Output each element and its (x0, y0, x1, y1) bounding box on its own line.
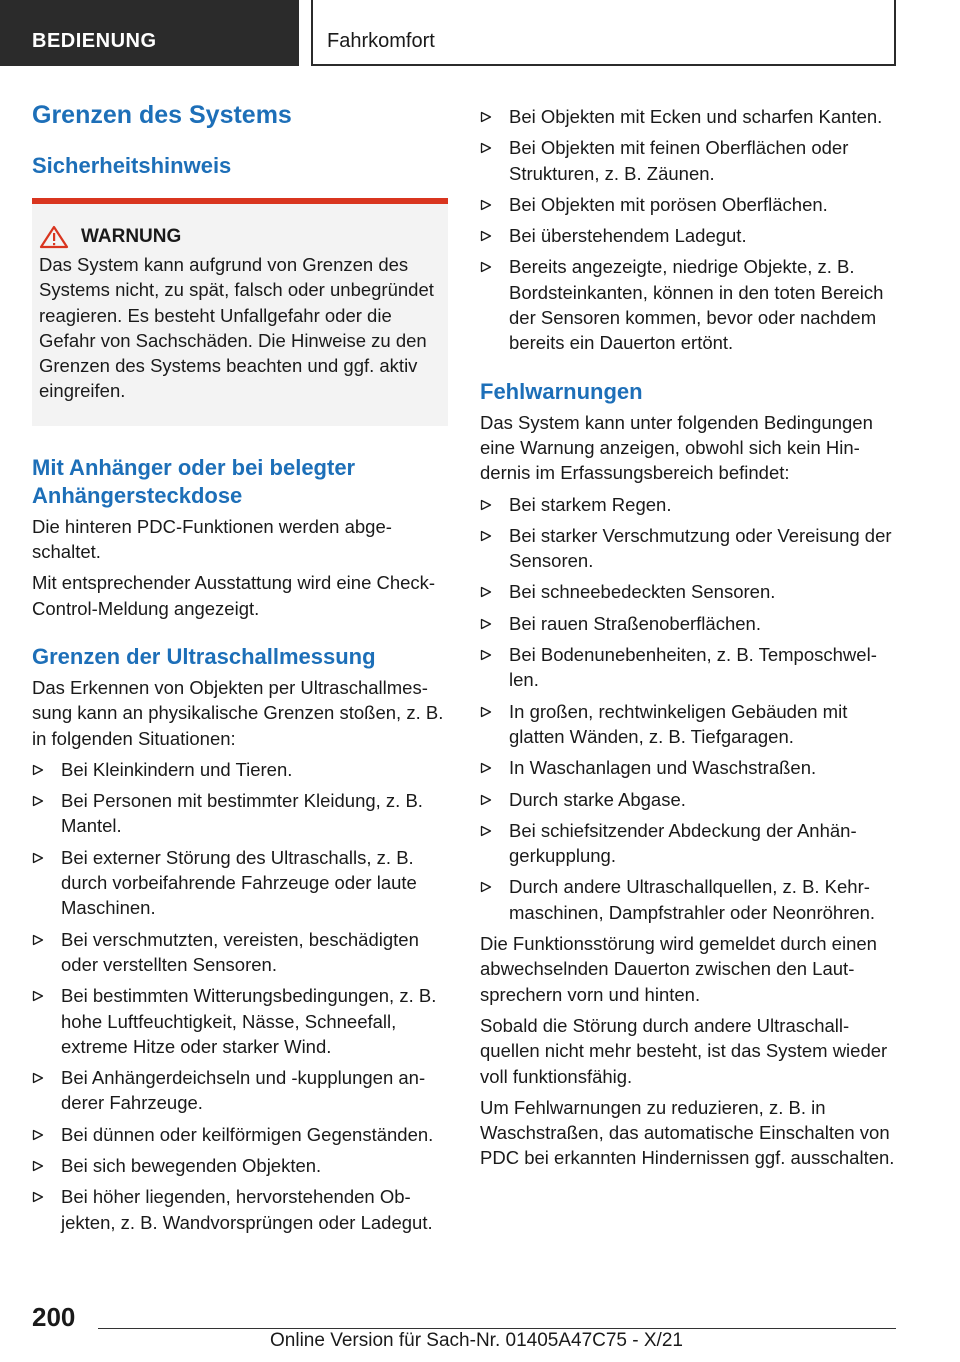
ultrasonic-intro: Das Erkennen von Objekten per Ultraschallmessung kann an physikalische Grenzen stoßen, z. B. in folgenden Situationen: (32, 676, 444, 749)
list-item-text: Bei schiefsitzender Abdeckung der Anhängerkupplung. (509, 819, 857, 867)
list-item-text: Durch starke Abgase. (509, 788, 686, 810)
warning-text: Das System kann aufgrund von Grenzen des Systems nicht, zu spät, falsch oder unbegründet reagieren. Es besteht Unfallgefahr oder die Gefahr von Sachschäden. Die Hinweise zu den Grenzen des Systems beachten und ggf. aktiv eingreifen. (39, 254, 434, 402)
false-warnings-heading: Fehlwarnungen (480, 378, 643, 404)
triangle-bullet-icon (480, 755, 509, 780)
triangle-bullet-icon (480, 874, 509, 925)
right-column (480, 104, 900, 1171)
list-item (480, 611, 900, 636)
ultrasonic-heading: Grenzen der Ultraschallmessung (32, 643, 376, 669)
list-item-text: Bei schneebedeckten Sensoren. (509, 581, 776, 603)
list-item-text: Bei Objekten mit Ecken und scharfen Kanten. (509, 106, 883, 127)
ultrasonic-list (32, 757, 448, 1235)
list-item (32, 788, 448, 839)
list-item-text: Bei sich bewegenden Objekten. (61, 1155, 322, 1177)
page-title: Grenzen des Systems (32, 101, 292, 129)
list-item (480, 755, 900, 780)
safety-heading: Sicherheitshinweis (32, 153, 232, 178)
list-item-text: Bei Anhängerdeichseln und -kupplungen anderer Fahrzeuge. (61, 1067, 426, 1114)
list-item-text: Bei dünnen oder keilförmigen Gegenständen. (61, 1123, 434, 1145)
triangle-bullet-icon (480, 611, 509, 636)
triangle-bullet-icon (480, 787, 509, 812)
page-number: 200 (32, 1302, 76, 1332)
trailer-paragraph-1: Die hinteren PDC-Funktionen werden abgeschaltet. (32, 515, 392, 563)
list-item-text: Durch andere Ultraschallquellen, z. B. Kehrmaschinen, Dampfstrahler oder Neonröhren. (509, 876, 876, 923)
list-item (480, 135, 900, 186)
triangle-bullet-icon (32, 1065, 61, 1116)
left-column (32, 100, 448, 1241)
list-item (32, 1184, 448, 1235)
list-item (480, 579, 900, 604)
list-item-text: Bei Objekten mit porösen Oberflächen. (509, 193, 828, 215)
malfunction-paragraph: Die Funktionsstörung wird gemeldet durch einen abwechselnden Dauerton zwischen den Lautsprechern vorn und hinten. (480, 933, 877, 1005)
list-item-text: Bereits angezeigte, niedrige Objekte, z. B. Bordsteinkanten, können in den toten Bereich der Sensoren kommen, bevor oder nachdem bereits ein Dauerton ertönt. (509, 256, 884, 354)
triangle-bullet-icon (32, 788, 61, 839)
list-item (480, 787, 900, 812)
warning-triangle-icon (39, 225, 69, 249)
list-item (480, 254, 900, 355)
page-header (0, 0, 960, 66)
false-warnings-intro: Das System kann unter folgenden Bedingungen eine Warnung anzeigen, obwohl sich kein Hindernis im Erfassungsbereich befindet: (480, 411, 873, 484)
list-item-text: Bei rauen Straßenoberflächen. (509, 612, 761, 634)
edition-note: Online Version für Sach-Nr. 01405A47C75 - X/21 (270, 1330, 683, 1351)
list-item (32, 757, 448, 782)
triangle-bullet-icon (480, 492, 509, 517)
triangle-bullet-icon (32, 1184, 61, 1235)
list-item (480, 492, 900, 517)
list-item-text: Bei Personen mit bestimmter Kleidung, z. B. Mantel. (61, 790, 423, 837)
list-item (480, 699, 900, 750)
list-item (480, 192, 900, 217)
warning-box (32, 198, 448, 426)
triangle-bullet-icon (480, 818, 509, 869)
list-item (480, 104, 900, 129)
list-item-text: Bei bestimmten Witterungsbedingungen, z. B. hohe Luftfeuchtigkeit, Nässe, Schneefall, extreme Hitze oder starker Wind. (61, 985, 437, 1057)
triangle-bullet-icon (480, 254, 509, 355)
list-item-text: Bei starkem Regen. (509, 493, 672, 515)
list-item (32, 1122, 448, 1147)
list-item (480, 223, 900, 248)
triangle-bullet-icon (480, 523, 509, 574)
list-item-text: Bei Objekten mit feinen Oberflächen oder Strukturen, z. B. Zäunen. (509, 137, 849, 184)
list-item-text: Bei externer Störung des Ultraschalls, z. B. durch vorbeifahrende Fahrzeuge oder laute Maschinen. (61, 846, 417, 919)
warning-title-row (39, 224, 440, 250)
triangle-bullet-icon (32, 1122, 61, 1147)
triangle-bullet-icon (480, 223, 509, 248)
triangle-bullet-icon (32, 1153, 61, 1178)
list-item (32, 983, 448, 1059)
footer-rule (98, 1328, 896, 1329)
list-item-text: Bei höher liegenden, hervorstehenden Objekten, z. B. Wandvorsprüngen oder Ladegut. (61, 1186, 433, 1233)
reduce-warnings-paragraph: Um Fehlwarnungen zu reduzieren, z. B. in Waschstraßen, das automatische Einschalten von PDC bei erkannten Hindernissen ggf. ausschalten. (480, 1096, 895, 1169)
page-footer (0, 1290, 960, 1362)
triangle-bullet-icon (32, 983, 61, 1059)
triangle-bullet-icon (32, 845, 61, 921)
warning-title: WARNUNG (81, 226, 182, 247)
list-item-text: Bei überstehendem Ladegut. (509, 225, 747, 247)
list-item-text: In Waschanlagen und Waschstraßen. (509, 757, 817, 779)
list-item (32, 927, 448, 978)
triangle-bullet-icon (32, 757, 61, 782)
triangle-bullet-icon (480, 135, 509, 186)
list-item (480, 874, 900, 925)
list-item (32, 1153, 448, 1178)
trailer-paragraph-2: Mit entsprechender Ausstattung wird eine Check-Control-Meldung angezeigt. (32, 572, 436, 619)
list-item (480, 523, 900, 574)
section-tab: BEDIENUNG (0, 0, 299, 66)
triangle-bullet-icon (32, 927, 61, 978)
triangle-bullet-icon (480, 642, 509, 693)
list-item-text: In großen, rechtwinkeligen Gebäuden mit glatten Wänden, z. B. Tiefgaragen. (509, 700, 848, 747)
triangle-bullet-icon (480, 579, 509, 604)
false-warnings-list (480, 492, 900, 925)
chapter-tab: Fahrkomfort (311, 0, 896, 66)
trailer-heading: Mit Anhänger oder bei belegter Anhängersteckdose (32, 454, 356, 508)
recovery-paragraph: Sobald die Störung durch andere Ultraschallquellen nicht mehr besteht, ist das System wieder voll funktionsfähig. (480, 1014, 888, 1087)
object-list (480, 104, 900, 356)
list-item-text: Bei Kleinkindern und Tieren. (61, 758, 293, 780)
triangle-bullet-icon (480, 192, 509, 217)
list-item (32, 1065, 448, 1116)
list-item (32, 845, 448, 921)
list-item-text: Bei starker Verschmutzung oder Vereisung der Sensoren. (509, 524, 892, 572)
list-item (480, 642, 900, 693)
triangle-bullet-icon (480, 104, 509, 129)
list-item-text: Bei Bodenunebenheiten, z. B. Temposchwellen. (509, 644, 877, 691)
triangle-bullet-icon (480, 699, 509, 750)
list-item (480, 818, 900, 869)
list-item-text: Bei verschmutzten, vereisten, beschädigten oder verstellten Sensoren. (61, 928, 419, 975)
